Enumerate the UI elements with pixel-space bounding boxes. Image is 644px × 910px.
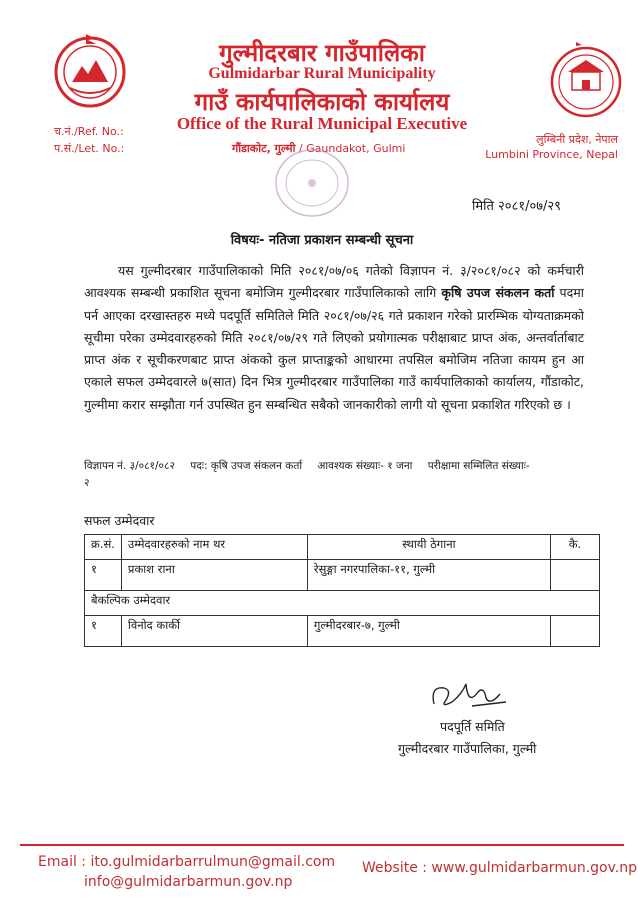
ref-no-label: च.नं./Ref. No.: xyxy=(54,125,124,138)
body-post-name: कृषि उपज संकलन कर्ता xyxy=(441,285,555,301)
body-part-2: पदमा पर्न आएका दरखास्तहरु मध्ये पदपूर्ति समितिले मिति २०८१/०७/२६ गते प्रकाशन गरेको प्रारम्भिक योग्यताक्रमको सूचीमा परेका उम्मेदवारहरुको मिति २०८१/०७/२९ गते लिएको प्रयोगात्मक परीक्षाबाट प्राप्त अंक, अन्तर्वार्ताबाट प्राप्त अंक र सूचीकरणबाट प्राप्त अंकको कुल प्राप्ताङ्कको आधारमा तपसिल बमोजिम नतिजा कायम हुन आ एकाले सफल उम्मेदवारले ७(सात) दिन भित्र गुल्मीदरबार गाउँपालिका गाउँ कार्यपालिकाको कार्यालय, गौंडाकोट, गुल्मीमा करार सम्झौता गर्न उपस्थित हुन सम्बन्धित सबैको जानकारीको लागी यो सूचना प्रकाशित गरिएको छ । xyxy=(84,285,584,412)
table-row xyxy=(85,616,600,647)
let-no-label: प.सं./Let. No.: xyxy=(54,142,125,155)
footer-divider xyxy=(20,844,624,846)
office-name-nepali: गाउँ कार्यपालिकाको कार्यालय xyxy=(194,88,450,116)
row-sn: १ xyxy=(85,560,122,591)
header-address: स्थायी ठेगाना xyxy=(307,535,550,560)
successful-section-title: सफल उम्मेदवार xyxy=(84,513,155,528)
address-english: Gaundakot, Gulmi xyxy=(306,142,406,155)
meta-participants: परीक्षामा सम्मिलित संख्याः- xyxy=(427,460,530,472)
municipality-seal-icon xyxy=(548,42,624,130)
table-header-row xyxy=(85,535,600,560)
notice-body xyxy=(84,260,584,416)
meta-post: पदः: कृषि उपज संकलन कर्ता xyxy=(190,460,303,472)
table-row xyxy=(85,560,600,591)
meta-participants-count: २ xyxy=(84,477,90,489)
municipality-name-english: Gulmidarbar Rural Municipality xyxy=(208,65,436,82)
footer-email[interactable]: Email : ito.gulmidarbarrulmun@gmail.com xyxy=(38,854,336,870)
row-address: रेसुङ्गा नगरपालिका-११, गुल्मी xyxy=(307,560,550,591)
signature-title: पदपूर्ति समिति xyxy=(440,719,505,734)
header-sn: क्र.सं. xyxy=(85,535,122,560)
alternate-section-row xyxy=(85,591,600,616)
province-nepali: लुम्बिनी प्रदेश, नेपाल xyxy=(536,133,618,146)
meta-ad-no: विज्ञापन नं. ३/०८१/०८२ xyxy=(84,460,175,472)
signature-org: गुल्मीदरबार गाउँपालिका, गुल्मी xyxy=(398,741,537,756)
office-name-english: Office of the Rural Municipal Executive xyxy=(176,114,468,133)
header-remarks: कै. xyxy=(550,535,599,560)
row-sn: १ xyxy=(85,616,122,647)
province-english: Lumbini Province, Nepal xyxy=(485,148,618,161)
row-remarks xyxy=(550,560,599,591)
row-name: प्रकाश राना xyxy=(121,560,307,591)
footer-website[interactable]: Website : www.gulmidarbarmun.gov.np xyxy=(362,860,638,876)
office-address: गौंडाकोट, गुल्मी / Gaundakot, Gulmi xyxy=(232,142,406,155)
address-nepali: गौंडाकोट, गुल्मी xyxy=(232,142,296,155)
subject-line: विषयः- नतिजा प्रकाशन सम्बन्धी सूचना xyxy=(230,233,414,248)
signature-icon xyxy=(426,676,516,716)
advertisement-meta xyxy=(84,458,594,492)
date-line: मिति २०८१/०७/२९ xyxy=(472,199,561,214)
row-remarks xyxy=(550,616,599,647)
row-address: गुल्मीदरबार-७, गुल्मी xyxy=(307,616,550,647)
municipality-name-nepali: गुल्मीदरबार गाउँपालिका xyxy=(219,39,425,67)
results-table xyxy=(84,534,600,647)
row-name: विनोद कार्की xyxy=(121,616,307,647)
meta-required: आवश्यक संख्याः- १ जना xyxy=(317,460,413,472)
body-part-1: यस गुल्मीदरबार गाउँपालिकाको मिति २०८१/०७/०६ गतेको विज्ञापन नं. ३/२०८१/०८२ को कर्मचारी आवश्यक सम्बन्धी प्रकाशित सूचना बमोजिम गुल्मीदरबार गाउँपालिकाको लागि xyxy=(84,263,584,301)
header-name: उम्मेदवारहरुको नाम थर xyxy=(121,535,307,560)
office-stamp-icon xyxy=(272,146,352,220)
footer-email-secondary[interactable]: info@gulmidarbarmun.gov.np xyxy=(84,874,293,890)
alternate-section-title: बैकल्पिक उम्मेदवार xyxy=(85,591,600,616)
